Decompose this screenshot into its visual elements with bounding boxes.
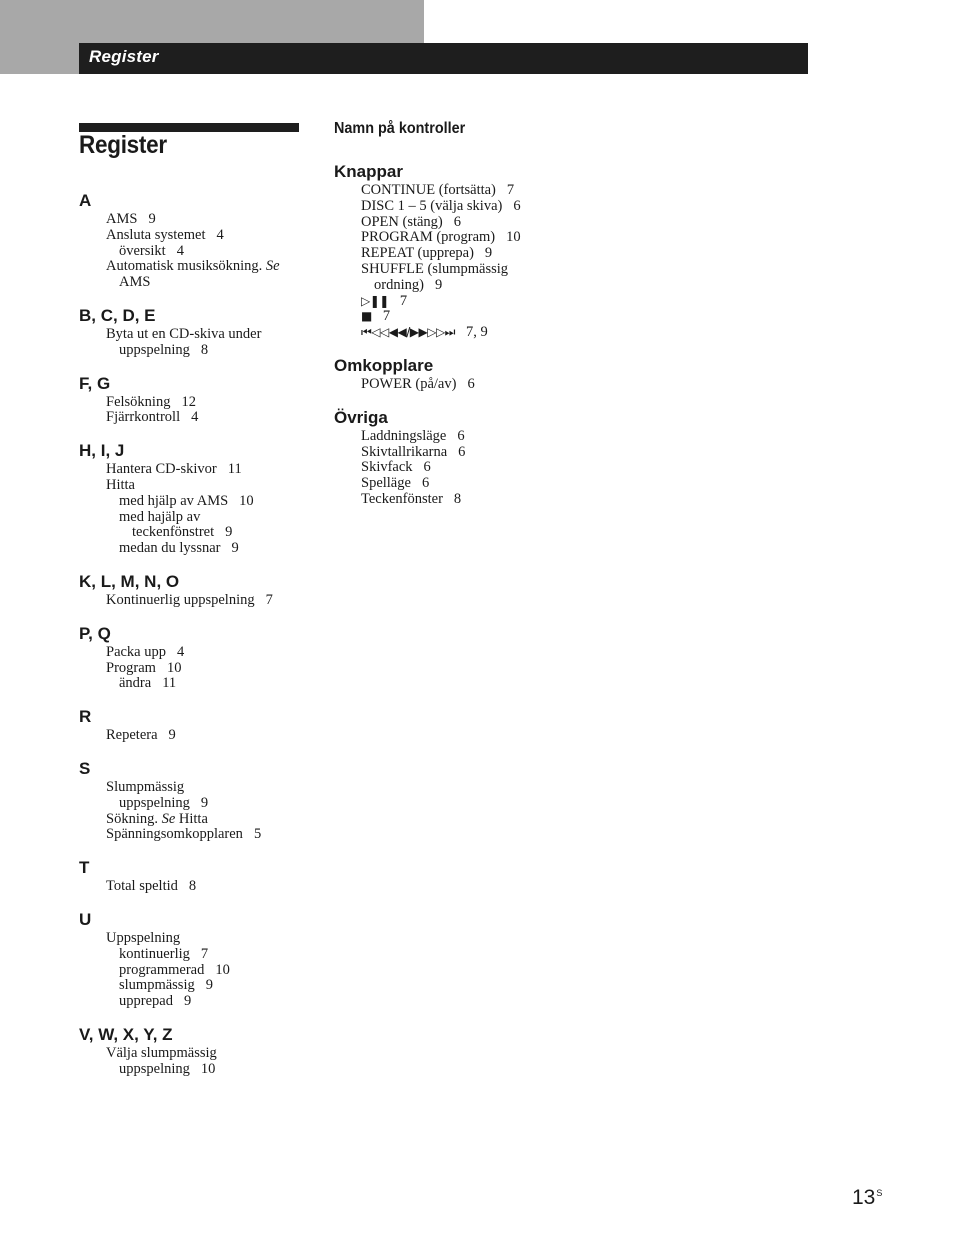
index-section-heading: H, I, J <box>79 441 125 461</box>
entry-term: uppspelning <box>119 794 190 811</box>
index-entry <box>79 541 319 557</box>
index-section-heading: F, G <box>79 373 111 393</box>
entry-page: 6 <box>513 197 521 214</box>
entry-page: 10 <box>215 961 230 978</box>
entry-term: Automatisk musiksökning. <box>106 258 263 275</box>
index-entry <box>79 259 319 275</box>
page-number <box>852 1186 882 1210</box>
controls-section-heading: Knappar <box>334 162 403 181</box>
control-symbol-icon: ⏮◁◁◀◀/▶▶▷▷⏭ <box>361 325 455 340</box>
controls-section-heading: Övriga <box>334 407 388 427</box>
entry-term: Slumpmässig <box>106 778 185 795</box>
index-section-heading: U <box>79 909 92 929</box>
entry-term: Spelläge <box>361 475 411 492</box>
entry-page: 9 <box>225 524 233 541</box>
index-section-heading: T <box>79 858 90 878</box>
index-entry <box>334 183 594 199</box>
index-entry <box>79 978 319 994</box>
entry-page: 8 <box>453 490 462 507</box>
entry-term: Uppspelning <box>106 929 181 946</box>
entry-page: 6 <box>421 475 430 492</box>
index-entry <box>79 228 319 244</box>
entry-term: Total speltid <box>106 878 178 895</box>
entry-page: 9 <box>148 211 156 227</box>
entry-term: Hitta <box>106 476 135 493</box>
entry-term: Laddningsläge <box>361 427 447 444</box>
entry-term: Kontinuerlig uppspelning <box>106 591 255 608</box>
entry-term: kontinuerlig <box>119 945 190 962</box>
entry-term: REPEAT (upprepa) <box>361 245 474 262</box>
entry-page: 6 <box>458 443 466 460</box>
entry-page: 4 <box>176 242 184 259</box>
index-entry <box>334 309 594 325</box>
index-section-entries <box>79 395 319 427</box>
index-entry <box>334 325 594 341</box>
entry-page: 10 <box>239 492 254 509</box>
index-entry <box>334 492 594 508</box>
index-section-entries <box>79 931 319 1010</box>
header-label: Register <box>89 47 159 66</box>
entry-term: med hajälp av <box>119 508 201 525</box>
entry-page: 9 <box>484 245 493 262</box>
entry-term: med hjälp av AMS <box>119 492 229 509</box>
index-entry <box>79 931 319 947</box>
index-entry <box>79 275 319 291</box>
entry-page: 4 <box>191 409 199 426</box>
entry-term: slumpmässig <box>119 977 195 994</box>
page-title: Register <box>79 131 167 159</box>
entry-page: 10 <box>506 229 521 246</box>
index-entry <box>79 947 319 963</box>
entry-term: Fjärrkontroll <box>106 409 181 426</box>
index-entry <box>79 494 319 510</box>
index-entry <box>79 728 319 744</box>
index-entry <box>79 510 319 526</box>
entry-term: Teckenfönster <box>361 490 443 507</box>
entry-page: 6 <box>453 213 462 230</box>
entry-term: Repetera <box>106 727 158 744</box>
index-entry <box>334 377 594 393</box>
entry-term: PROGRAM (program) <box>361 229 496 246</box>
entry-page: 7 <box>265 591 273 608</box>
index-section-heading: V, W, X, Y, Z <box>79 1024 173 1044</box>
entry-page: 9 <box>205 977 213 994</box>
index-section-heading: B, C, D, E <box>79 305 156 325</box>
index-section-entries <box>79 645 319 692</box>
entry-term: upprepad <box>119 993 173 1010</box>
entry-page: 9 <box>434 276 443 293</box>
entry-term: ändra <box>119 675 152 692</box>
entry-term: Välja slumpmässig <box>106 1044 217 1061</box>
index-section-entries <box>79 1046 319 1078</box>
entry-page: 11 <box>227 461 242 478</box>
controls-column <box>334 118 594 522</box>
entry-page: 10 <box>166 659 182 676</box>
index-entry <box>79 963 319 979</box>
index-entry <box>79 645 319 661</box>
index-entry <box>79 1046 319 1062</box>
see-reference: Se <box>161 810 176 827</box>
index-section-entries <box>79 212 319 291</box>
entry-term: Spänningsomkopplaren <box>106 826 243 843</box>
entry-page: 7 <box>382 308 391 325</box>
entry-term: Ansluta systemet <box>106 226 206 243</box>
entry-page: 10 <box>200 1060 216 1077</box>
entry-term: DISC 1 – 5 (välja skiva) <box>361 197 503 214</box>
index-entry <box>79 827 319 843</box>
entry-term: AMS <box>119 274 151 291</box>
entry-term: Sökning. <box>106 810 158 827</box>
entry-term: programmerad <box>119 961 205 978</box>
index-entry <box>79 343 319 359</box>
entry-term: uppspelning <box>119 341 190 358</box>
index-section-heading: R <box>79 707 92 727</box>
index-entry <box>79 661 319 677</box>
entry-page: 6 <box>467 375 475 392</box>
entry-page: 4 <box>177 643 185 660</box>
entry-page: 11 <box>162 675 177 692</box>
entry-page: 7 <box>399 292 408 309</box>
entry-page: 6 <box>457 427 465 444</box>
entry-term: medan du lyssnar <box>119 540 221 557</box>
index-entry <box>334 262 594 278</box>
entry-term: Byta ut en CD-skiva under <box>106 325 262 342</box>
entry-page: 9 <box>183 993 192 1010</box>
see-target: Hitta <box>178 810 208 827</box>
index-entry <box>79 244 319 260</box>
index-entry <box>79 676 319 692</box>
index-entry <box>334 429 594 445</box>
index-entry <box>334 460 594 476</box>
index-entry <box>79 994 319 1010</box>
index-entry <box>334 230 594 246</box>
index-entry <box>334 294 594 310</box>
controls-section-entries <box>334 183 594 341</box>
index-entry <box>79 395 319 411</box>
entry-term: Hantera CD-skivor <box>106 461 217 478</box>
entry-page: 7 <box>200 945 209 962</box>
entry-term: SHUFFLE (slumpmässig <box>361 260 509 277</box>
index-entry <box>79 780 319 796</box>
control-symbol-icon: ■ <box>361 309 372 324</box>
entry-page: 8 <box>200 341 209 358</box>
index-column <box>79 190 319 1092</box>
index-entry <box>79 462 319 478</box>
page-number-suffix: S <box>876 1188 883 1198</box>
index-entry <box>79 812 319 828</box>
entry-term: AMS <box>106 211 138 227</box>
entry-page: 6 <box>423 459 431 476</box>
entry-page: 7 <box>506 182 515 198</box>
see-reference: Se <box>265 258 280 275</box>
index-entry <box>79 410 319 426</box>
index-section-entries <box>79 327 319 359</box>
index-entry <box>334 246 594 262</box>
entry-term: ordning) <box>374 276 424 293</box>
entry-term: Felsökning <box>106 393 171 410</box>
index-entry <box>79 1062 319 1078</box>
controls-section-entries <box>334 377 594 393</box>
entry-term: Skivfack <box>361 459 413 476</box>
entry-page: 12 <box>181 393 196 410</box>
index-entry <box>79 879 319 895</box>
index-entry <box>79 796 319 812</box>
index-section-entries <box>79 879 319 895</box>
controls-section-heading: Omkopplare <box>334 355 434 375</box>
entry-page: 8 <box>188 878 197 895</box>
entry-term: POWER (på/av) <box>361 375 457 392</box>
index-entry <box>79 327 319 343</box>
index-entry <box>334 476 594 492</box>
index-section-heading: S <box>79 758 91 778</box>
index-section-entries <box>79 593 319 609</box>
page-number-value: 13 <box>852 1186 876 1209</box>
index-section-entries <box>79 462 319 557</box>
index-entry <box>79 525 319 541</box>
index-section-entries <box>79 780 319 843</box>
index-section-entries <box>79 728 319 744</box>
entry-term: översikt <box>119 242 166 259</box>
entry-page: 9 <box>200 794 209 811</box>
controls-title: Namn på kontroller <box>334 120 466 137</box>
index-section-heading: A <box>79 191 92 210</box>
entry-term: Packa upp <box>106 643 166 660</box>
entry-term: Program <box>106 659 156 676</box>
entry-page: 5 <box>253 826 262 843</box>
entry-page: 9 <box>168 727 176 744</box>
control-symbol-icon: ▷❚❚ <box>361 293 389 308</box>
index-section-heading: K, L, M, N, O <box>79 571 180 591</box>
entry-page: 4 <box>216 226 224 243</box>
index-entry <box>79 212 319 228</box>
index-entry <box>334 278 594 294</box>
controls-groups <box>334 161 594 508</box>
entry-term: uppspelning <box>119 1060 190 1077</box>
entry-page: 7, 9 <box>465 324 488 341</box>
index-entry <box>79 478 319 494</box>
index-entry <box>334 199 594 215</box>
entry-term: Skivtallrikarna <box>361 443 448 460</box>
entry-term: CONTINUE (fortsätta) <box>361 182 496 198</box>
index-entry <box>334 445 594 461</box>
header-bar <box>79 43 808 74</box>
index-entry <box>334 215 594 231</box>
entry-term: OPEN (stäng) <box>361 213 443 230</box>
entry-term: teckenfönstret <box>132 524 215 541</box>
entry-page: 9 <box>231 540 239 557</box>
controls-section-entries <box>334 429 594 508</box>
index-section-heading: P, Q <box>79 623 111 643</box>
index-entry <box>79 593 319 609</box>
